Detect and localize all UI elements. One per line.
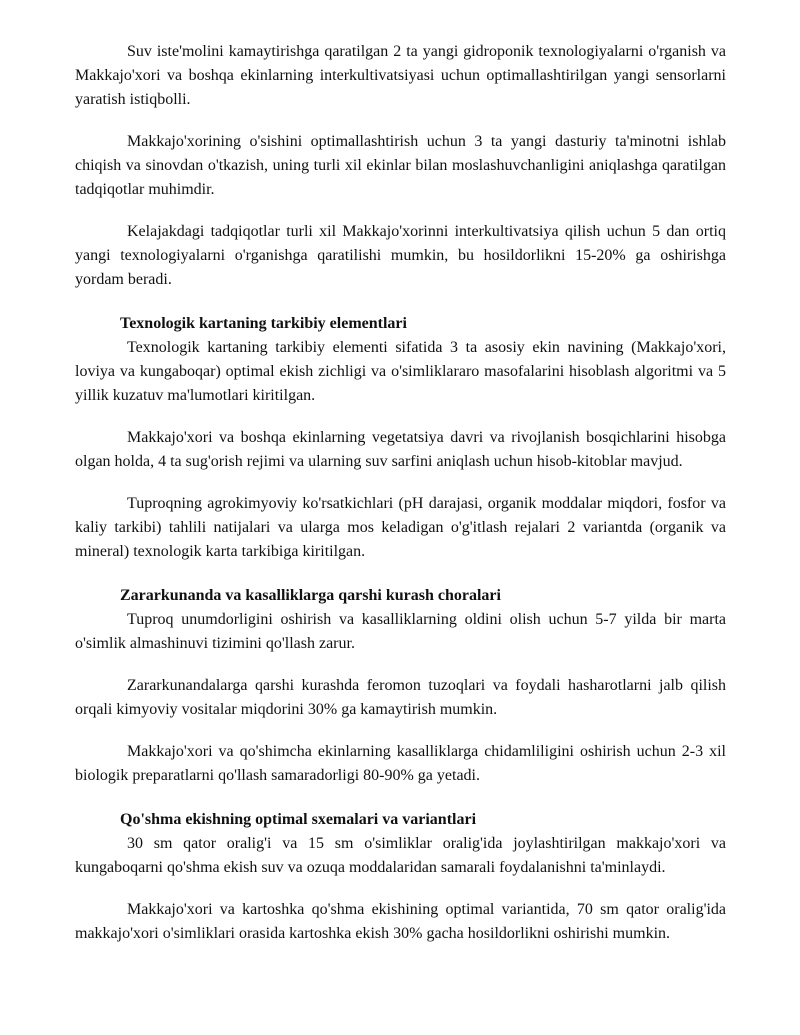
paragraph: Suv iste'molini kamaytirishga qaratilgan 2 ta yangi gidroponik texnologiyalarni o'rganish va Makkajo'xori va boshqa ekinlarning interkultivatsiyasi uchun optimallashtirilgan yangi sensorlarni yaratish istiqbolli. [75,43,726,108]
paragraph: Tuproq unumdorligini oshirish va kasalliklarning oldini olish uchun 5-7 yilda bir marta o'simlik almashinuvi tizimini qo'llash zarur. [75,611,726,652]
section-heading: Zararkunanda va kasalliklarga qarshi kurash choralari [120,587,501,604]
paragraph: Makkajo'xori va kartoshka qo'shma ekishining optimal variantida, 70 sm qator oralig'ida makkajo'xori o'simliklari orasida kartoshka ekish 30% gacha hosildorlikni oshirishi mumkin. [75,901,726,942]
paragraph: Makkajo'xori va boshqa ekinlarning vegetatsiya davri va rivojlanish bosqichlarini hisobga olgan holda, 4 ta sug'orish rejimi va ularning suv sarfini aniqlash uchun hisob-kitoblar mavjud. [75,429,726,470]
paragraph: Kelajakdagi tadqiqotlar turli xil Makkajo'xorinni interkultivatsiya qilish uchun 5 dan ortiq yangi texnologiyalarni o'rganishga qaratilishi mumkin, bu hosildorlikni 15-20% ga oshirishga yordam beradi. [75,223,726,288]
paragraph: Tuproqning agrokimyoviy ko'rsatkichlari (pH darajasi, organik moddalar miqdori, fosfor va kaliy tarkibi) tahlili natijalari va ularga mos keladigan o'g'itlash rejalari 2 variantda (organik va mineral) texnologik karta tarkibiga kiritilgan. [75,495,726,560]
paragraph: Zararkunandalarga qarshi kurashda feromon tuzoqlari va foydali hasharotlarni jalb qilish orqali kimyoviy vositalar miqdorini 30% ga kamaytirish mumkin. [75,677,726,718]
section-heading: Qo'shma ekishning optimal sxemalari va variantlari [120,811,477,828]
paragraph: Makkajo'xorining o'sishini optimallashtirish uchun 3 ta yangi dasturiy ta'minotni ishlab chiqish va sinovdan o'tkazish, uning turli xil ekinlar bilan moslashuvchanligini aniqlashga qaratilgan tadqiqotlar muhimdir. [75,133,726,198]
paragraph: Makkajo'xori va qo'shimcha ekinlarning kasalliklarga chidamliligini oshirish uchun 2-3 xil biologik preparatlarni qo'llash samaradorligi 80-90% ga yetadi. [75,743,726,784]
paragraph: 30 sm qator oralig'i va 15 sm o'simliklar oralig'ida joylashtirilgan makkajo'xori va kungaboqarni qo'shma ekish suv va ozuqa moddalaridan samarali foydalanishni ta'minlaydi. [75,835,726,876]
paragraph: Texnologik kartaning tarkibiy elementi sifatida 3 ta asosiy ekin navining (Makkajo'xori, loviya va kungaboqar) optimal ekish zichligi va o'simliklararo masofalarini hisoblash algoritmi va 5 yillik kuzatuv ma'lumotlari kiritilgan. [75,339,726,404]
document-page [75,40,726,946]
section-heading: Texnologik kartaning tarkibiy elementlari [120,315,407,332]
